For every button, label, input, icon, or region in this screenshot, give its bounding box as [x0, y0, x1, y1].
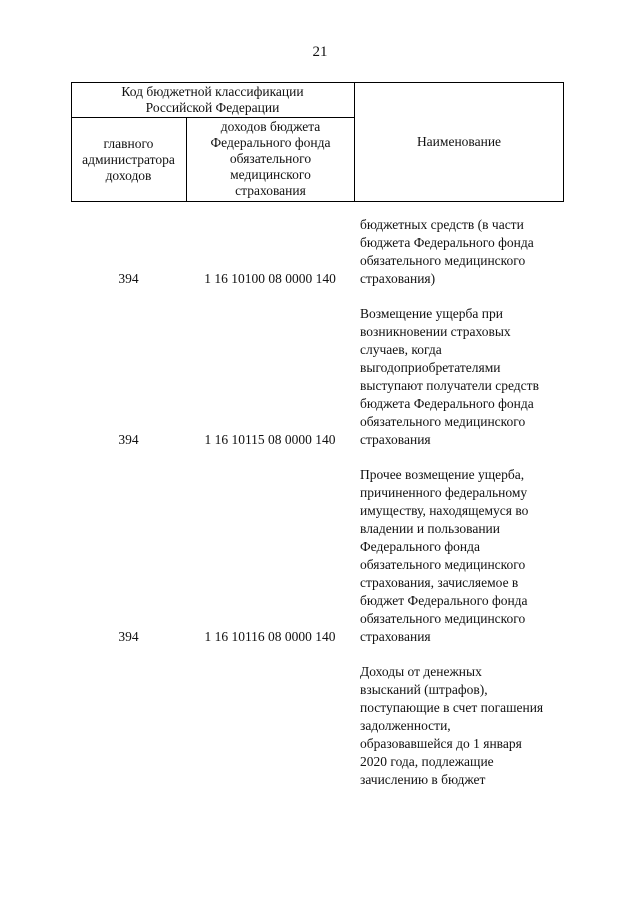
income-name-line: задолженности, [360, 718, 451, 733]
header-col-income-line: медицинского [230, 167, 311, 182]
income-name-line: случаев, когда [360, 342, 442, 357]
income-name-line: обязательного медицинского [360, 414, 526, 429]
header-col-income-line: обязательного [229, 151, 312, 166]
header-col-admin [71, 136, 186, 184]
budget-classification-code: 1 16 10116 08 0000 140 [204, 629, 336, 644]
page-number: 21 [312, 44, 328, 60]
header-col-admin-line: доходов [105, 168, 152, 183]
income-name-line: Федерального фонда [360, 539, 480, 554]
income-name-line: обязательного медицинского [360, 253, 526, 268]
income-name-line: бюджет Федерального фонда [360, 593, 528, 608]
income-name-line: страхования, зачисляемое в [360, 575, 519, 590]
income-name-line: выступают получатели средств [360, 378, 539, 393]
income-name-line: поступающие в счет погашения [360, 700, 544, 715]
income-name-line: причиненного федеральному [360, 485, 528, 500]
header-col-income-line: Федерального фонда [210, 135, 331, 150]
income-name [360, 305, 560, 449]
income-name-line: обязательного медицинского [360, 611, 526, 626]
header-col-name: Наименование [416, 134, 502, 149]
income-name [360, 216, 560, 288]
header-col-income-line: доходов бюджета [220, 119, 321, 134]
admin-code: 394 [118, 629, 139, 644]
income-name-line: страхования) [360, 271, 436, 286]
income-name-line: зачислению в бюджет [360, 772, 486, 787]
income-name-line: 2020 года, подлежащие [360, 754, 494, 769]
income-name-line: бюджета Федерального фонда [360, 396, 534, 411]
income-name-line: взысканий (штрафов), [360, 682, 488, 697]
income-name [360, 466, 560, 646]
header-group-title [71, 84, 354, 116]
income-name-line: возникновении страховых [360, 324, 511, 339]
header-col-admin-line: главного [103, 136, 154, 151]
income-name-line: страхования [360, 432, 431, 447]
income-name-line: имуществу, находящемуся во [360, 503, 529, 518]
income-name-line: владении и пользовании [360, 521, 500, 536]
admin-code: 394 [118, 271, 139, 286]
income-name-line: Доходы от денежных [360, 664, 482, 679]
table-row [71, 216, 564, 288]
header-col-income [187, 119, 354, 199]
header-group-title-line: Код бюджетной классификации [121, 84, 304, 99]
table-row [71, 305, 564, 449]
budget-classification-code: 1 16 10100 08 0000 140 [204, 271, 336, 286]
income-name-line: Возмещение ущерба при [360, 306, 503, 321]
income-name-line: обязательного медицинского [360, 557, 526, 572]
income-name-line: бюджета Федерального фонда [360, 235, 534, 250]
income-name-line: страхования [360, 629, 431, 644]
header-group-title-line: Российской Федерации [145, 100, 280, 115]
income-name-line: Прочее возмещение ущерба, [360, 467, 525, 482]
income-name-line: выгодоприобретателями [360, 360, 501, 375]
budget-classification-code: 1 16 10115 08 0000 140 [204, 432, 336, 447]
table-header [71, 82, 564, 202]
income-name-line: бюджетных средств (в части [360, 217, 524, 232]
income-name-line: образовавшейся до 1 января [360, 736, 522, 751]
table-body [71, 216, 564, 806]
header-col-admin-line: администратора [82, 152, 175, 167]
table-row [71, 466, 564, 646]
admin-code: 394 [118, 432, 139, 447]
income-name [360, 663, 560, 789]
table-row [71, 663, 564, 789]
header-col-income-line: страхования [235, 183, 306, 198]
